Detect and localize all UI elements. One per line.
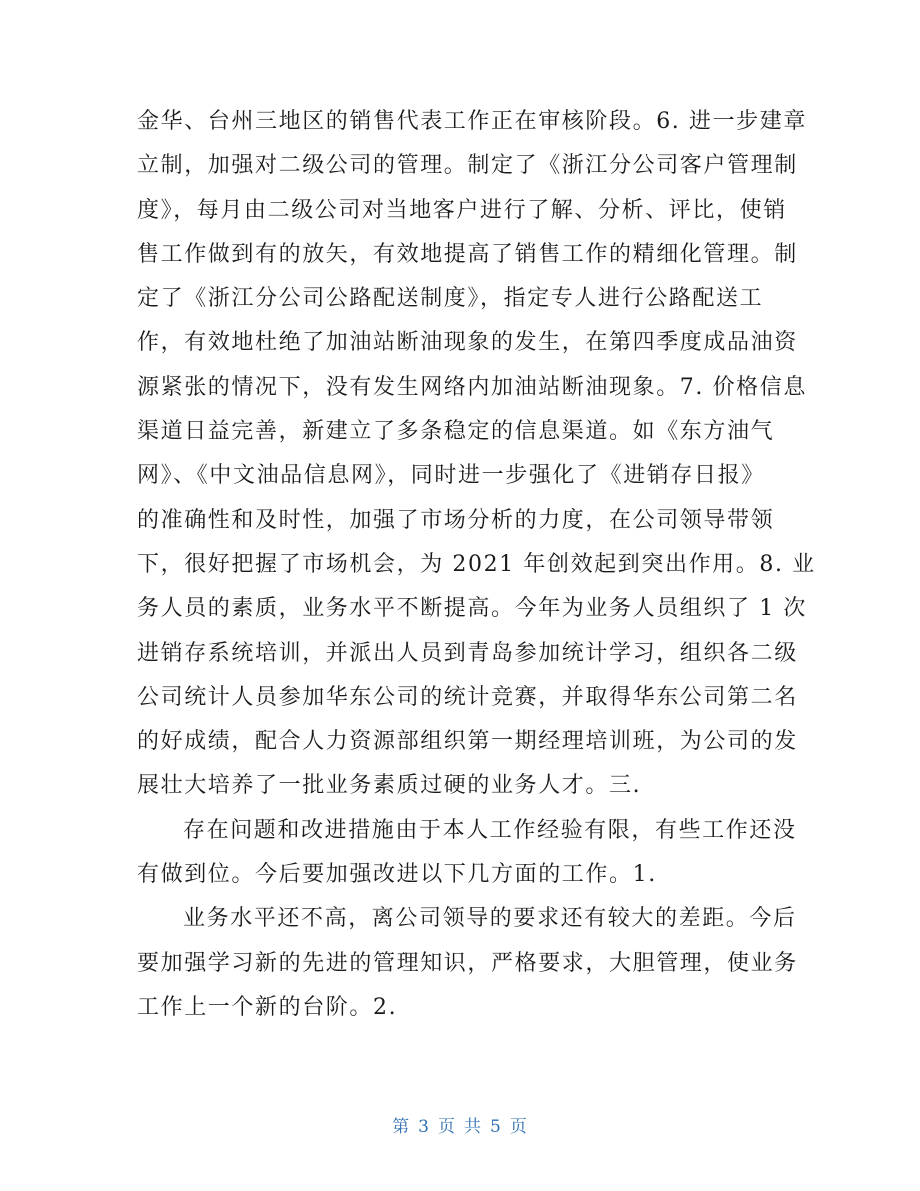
footer-total-prefix: 共: [464, 1117, 482, 1137]
text-line: 立制，加强对二级公司的管理。制定了《浙江分公司客户管理制: [137, 153, 798, 179]
text-line: 进销存系统培训，并派出人员到青岛参加统计学习，组织各二级: [137, 640, 798, 666]
footer-total-label: 页: [509, 1117, 528, 1137]
text-line: 度》，每月由二级公司对当地客户进行了解、分析、评比，使销: [137, 197, 787, 223]
text-line: 定了《浙江分公司公路配送制度》，指定专人进行公路配送工: [137, 286, 764, 312]
text-line: 有做到位。今后要加强改进以下几方面的工作。1.: [137, 862, 657, 888]
text-line: 渠道日益完善，新建立了多条稳定的信息渠道。如《东方油气: [137, 419, 775, 445]
text-line: 源紧张的情况下，没有发生网络内加油站断油现象。7. 价格信息: [137, 374, 807, 400]
text-line: 务人员的素质，业务水平不断提高。今年为业务人员组织了 1 次: [137, 596, 807, 622]
total-page-count: 5: [490, 1117, 502, 1137]
text-line: 金华、台州三地区的销售代表工作正在审核阶段。6. 进一步建章: [137, 109, 807, 134]
text-line: 工作上一个新的台阶。2.: [137, 994, 398, 1020]
text-line: 下，很好把握了市场机会，为 2021 年创效起到突出作用。8. 业: [137, 551, 816, 577]
text-line: 的准确性和及时性，加强了市场分析的力度，在公司领导带领: [137, 507, 775, 533]
text-line: 公司统计人员参加华东公司的统计竞赛，并取得华东公司第二名: [137, 684, 798, 710]
text-line: 要加强学习新的先进的管理知识，严格要求，大胆管理，使业务: [137, 950, 798, 976]
text-line: 展壮大培养了一批业务素质过硬的业务人才。三.: [137, 773, 642, 799]
footer-prefix: 第: [392, 1117, 411, 1137]
footer-page-label: 页: [438, 1117, 456, 1137]
text-line: 售工作做到有的放矢，有效地提高了销售工作的精细化管理。制: [137, 241, 798, 267]
page-footer: [0, 1112, 920, 1137]
paragraph-start-line: 业务水平还不高，离公司领导的要求还有较大的差距。今后: [183, 906, 797, 932]
current-page-number: 3: [418, 1117, 430, 1137]
body-text: [137, 100, 816, 1030]
paragraph-start-line: 存在问题和改进措施由于本人工作经验有限，有些工作还没: [183, 817, 797, 843]
text-line: 作，有效地杜绝了加油站断油现象的发生，在第四季度成品油资: [137, 330, 798, 356]
text-line: 网》、《中文油品信息网》，同时进一步强化了《进销存日报》: [137, 463, 765, 489]
text-line: 的好成绩，配合人力资源部组织第一期经理培训班，为公司的发: [137, 729, 798, 755]
